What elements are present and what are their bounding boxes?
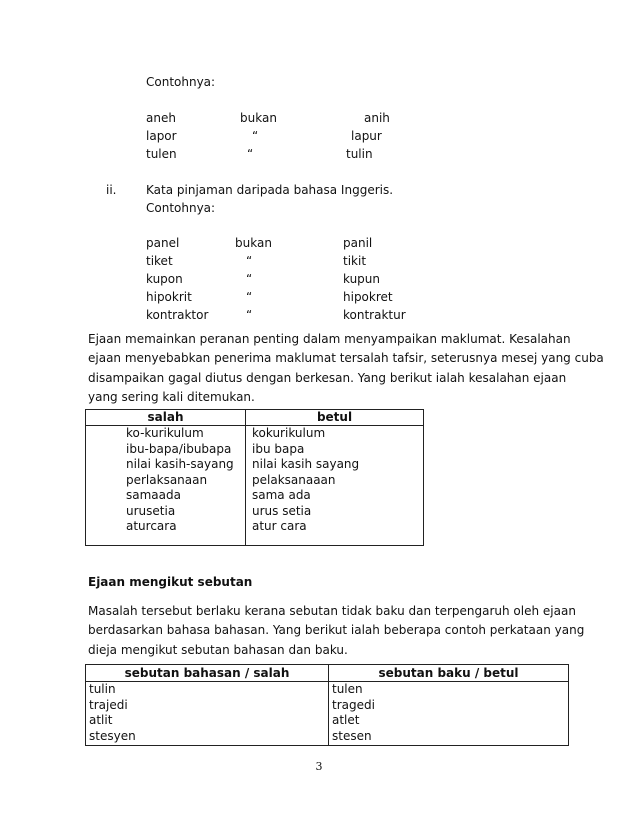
example2-word-a: tiket [146, 254, 173, 268]
section-label: Contohnya: [146, 201, 216, 215]
example2-word-b: “ [246, 254, 253, 268]
wrong-spelling: nilai kasih-sayang [126, 457, 234, 471]
salah-cell [86, 426, 246, 546]
page-number: 3 [315, 760, 323, 773]
example1-word-a: tulen [146, 147, 177, 161]
wrong-spelling: aturcara [126, 519, 177, 533]
dialect-spelling: trajedi [89, 697, 128, 712]
correct-spelling: urus setia [252, 503, 312, 518]
paragraph-spelling-importance [88, 330, 604, 407]
standard-spelling: tulen [332, 682, 363, 696]
example1-word-b: bukan [240, 111, 277, 125]
paragraph-line: berdasarkan bahasa bahasan. Yang berikut ialah beberapa contoh perkataan yang [88, 623, 585, 638]
wrong-spelling: urusetia [126, 503, 176, 518]
wrong-spelling: ibu-bapa/ibubapa [126, 441, 232, 456]
example2-word-c: panil [343, 236, 373, 250]
section-marker: ii. [106, 183, 117, 197]
section-heading: Ejaan mengikut sebutan [88, 575, 253, 589]
example2-word-a: hipokrit [146, 290, 192, 304]
baku-cell [329, 682, 569, 746]
spelling-errors-table [85, 409, 424, 546]
example1-word-b: “ [252, 129, 259, 143]
column-header-bahasan: sebutan bahasan / salah [86, 665, 329, 682]
paragraph-line: disampaikan gagal diutus dengan berkesan. Yang berikut ialah kesalahan ejaan [88, 370, 567, 385]
standard-spelling: atlet [332, 713, 360, 727]
correct-spelling: nilai kasih sayang [252, 457, 360, 471]
intro-label: Contohnya: [146, 75, 216, 89]
dialect-spelling: atlit [89, 713, 113, 727]
correct-spelling: pelaksanaaan [252, 472, 336, 487]
paragraph-line: Ejaan memainkan peranan penting dalam menyampaikan maklumat. Kesalahan [88, 332, 571, 346]
example2-word-c: kupun [343, 272, 381, 286]
example2-word-a: kontraktor [146, 308, 209, 322]
wrong-spelling: samaada [126, 488, 181, 502]
paragraph-line: yang sering kali ditemukan. [88, 389, 255, 404]
example2-word-b: “ [246, 272, 253, 286]
example2-word-b: “ [246, 308, 253, 322]
paragraph-pronunciation [88, 602, 585, 660]
standard-spelling: stesen [332, 728, 372, 743]
example1-word-a: aneh [146, 111, 176, 125]
paragraph-line: dieja mengikut sebutan bahasan dan baku. [88, 642, 348, 657]
dialect-spelling: stesyen [89, 728, 136, 743]
correct-spelling: sama ada [252, 488, 311, 502]
standard-spelling: tragedi [332, 697, 375, 712]
correct-spelling: atur cara [252, 519, 307, 533]
pronunciation-table [85, 664, 569, 746]
example1-word-c: tulin [346, 147, 373, 161]
bahasan-cell [86, 682, 329, 746]
example1-word-c: anih [364, 111, 390, 125]
example1-word-b: “ [247, 147, 254, 161]
example2-word-c: hipokret [343, 290, 393, 304]
betul-cell [246, 426, 424, 546]
example2-word-b: “ [246, 290, 253, 304]
example2-word-c: tikit [343, 254, 367, 268]
example2-word-c: kontraktur [343, 308, 406, 322]
wrong-spelling: perlaksanaan [126, 472, 208, 487]
column-header-betul: betul [246, 410, 424, 426]
example1-word-c: lapur [351, 129, 382, 143]
correct-spelling: ibu bapa [252, 441, 305, 456]
paragraph-line: Masalah tersebut berlaku kerana sebutan tidak baku dan terpengaruh oleh ejaan [88, 604, 576, 618]
example1-word-a: lapor [146, 129, 177, 143]
example2-word-a: panel [146, 236, 180, 250]
example2-word-a: kupon [146, 272, 183, 286]
dialect-spelling: tulin [89, 682, 116, 696]
column-header-salah: salah [86, 410, 246, 426]
section-title: Kata pinjaman daripada bahasa Inggeris. [146, 183, 394, 197]
correct-spelling: kokurikulum [252, 426, 326, 440]
wrong-spelling: ko-kurikulum [126, 426, 204, 440]
paragraph-line: ejaan menyebabkan penerima maklumat tersalah tafsir, seterusnya mesej yang cuba [88, 351, 604, 366]
column-header-baku: sebutan baku / betul [329, 665, 569, 682]
example2-word-b: bukan [235, 236, 272, 250]
